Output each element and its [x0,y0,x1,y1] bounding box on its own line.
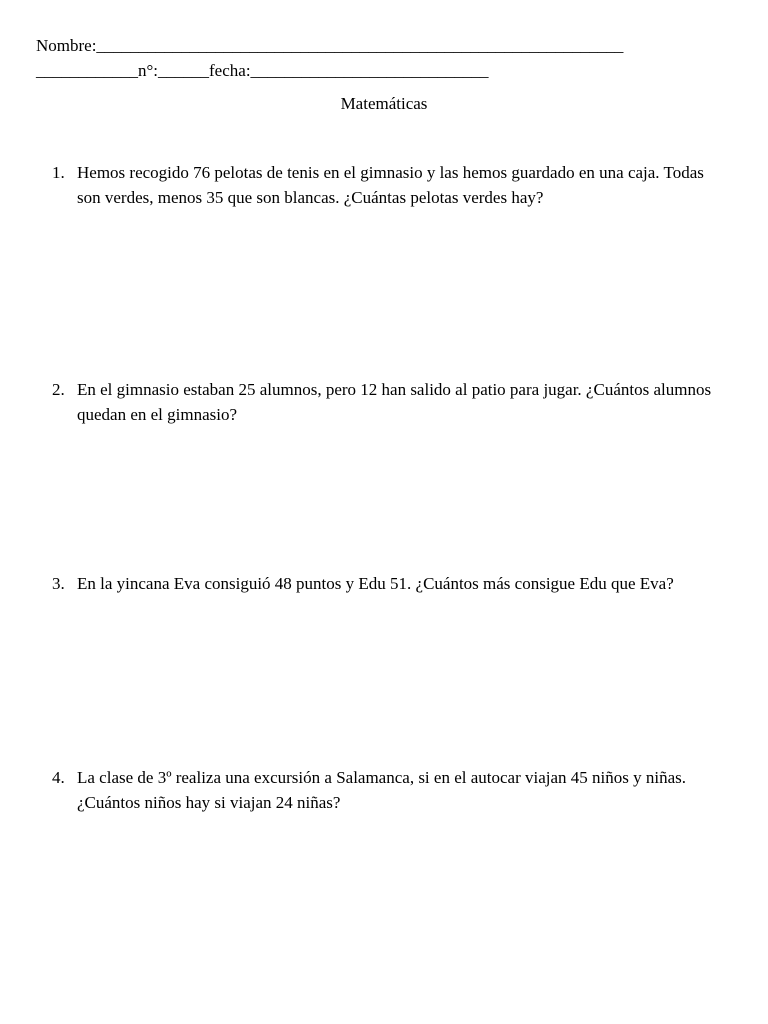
question-4 [52,765,722,815]
question-text: En el gimnasio estaban 25 alumnos, pero 12 han salido al patio para jugar. ¿Cuántos alumnos quedan en el gimnasio? [77,380,712,424]
question-number: 4. [52,768,65,787]
number-date-field-line: ____________n°:______fecha:____________________________ [36,61,489,80]
question-text: Hemos recogido 76 pelotas de tenis en el gimnasio y las hemos guardado en una caja. Todas son verdes, menos 35 que son blancas. ¿Cuántas pelotas verdes hay? [77,163,704,207]
question-3 [52,571,722,596]
question-2 [52,377,722,427]
question-text: La clase de 3º realiza una excursión a Salamanca, si en el autocar viajan 45 niños y niñas. ¿Cuántos niños hay si viajan 24 niñas? [77,768,687,812]
page-title: Matemáticas [340,94,428,113]
question-1 [52,160,722,210]
question-text: En la yincana Eva consiguió 48 puntos y Edu 51. ¿Cuántos más consigue Edu que Eva? [77,574,674,593]
question-number: 1. [52,163,65,182]
name-field-line: Nombre:______________________________________________________________ [36,36,624,55]
question-number: 3. [52,574,65,593]
question-number: 2. [52,380,65,399]
